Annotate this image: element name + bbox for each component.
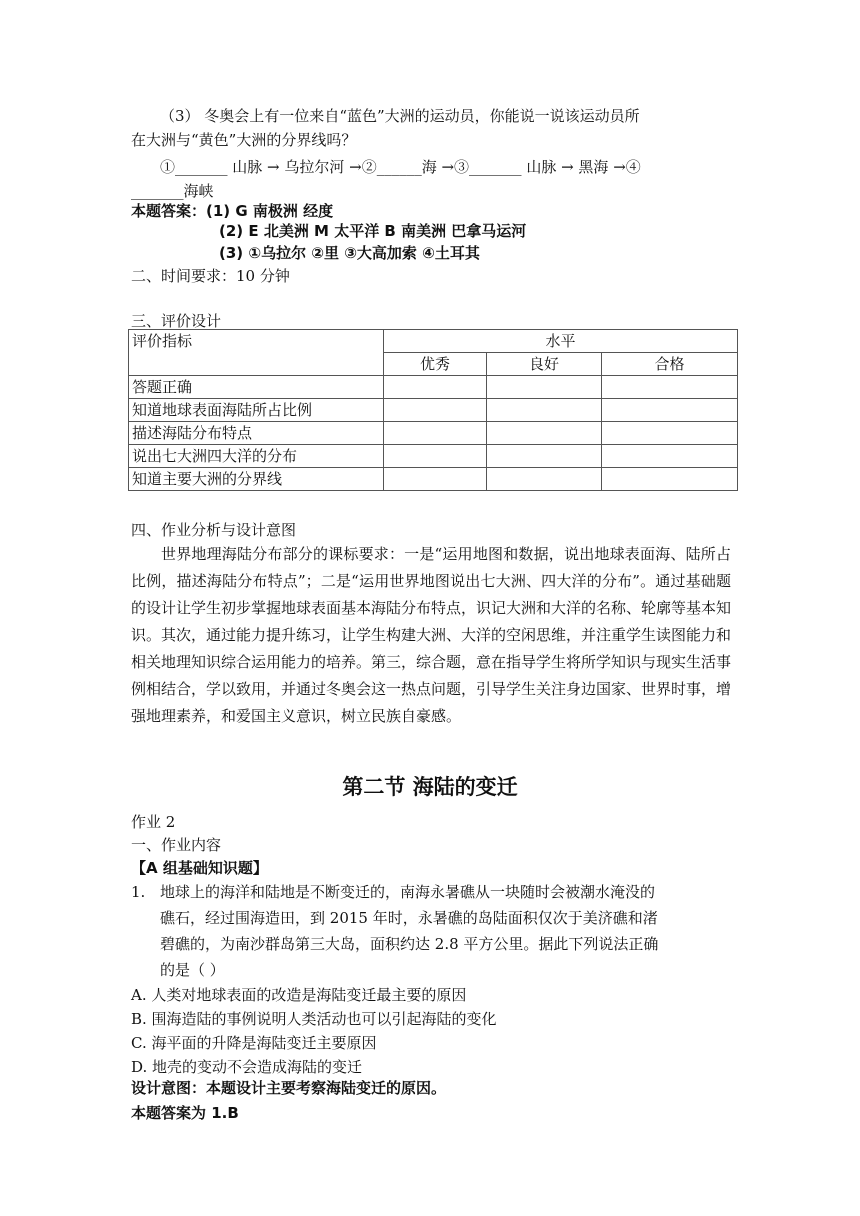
- question-line-2: 礁石，经过围海造田，到 2015 年时，永暑礁的岛陆面积仅次于美济礁和渚: [160, 909, 658, 927]
- level-pass: 合格: [602, 353, 738, 376]
- row-label: 知道地球表面海陆所占比例: [129, 399, 384, 422]
- header-level: 水平: [384, 330, 738, 353]
- question-number: 1.: [131, 883, 146, 901]
- analysis-heading: 四、作业分析与设计意图: [131, 521, 297, 539]
- question-line-3: 碧礁的，为南沙群岛第三大岛，面积约达 2.8 平方公里。据此下列说法正确: [160, 935, 659, 953]
- question-line-1: 地球上的海洋和陆地是不断变迁的，南海永暑礁从一块随时会被潮水淹没的: [160, 883, 656, 901]
- answer-2: 本题答案为 1.B: [131, 1104, 239, 1122]
- q3-line-4: _______海峡: [131, 182, 214, 200]
- evaluation-heading: 三、评价设计: [131, 312, 222, 330]
- row-label: 说出七大洲四大洋的分布: [129, 445, 384, 468]
- evaluation-table: [128, 329, 738, 491]
- time-requirement: 二、时间要求：10 分钟: [131, 267, 290, 285]
- row-label: 知道主要大洲的分界线: [129, 468, 384, 491]
- level-excellent: 优秀: [384, 353, 487, 376]
- table-row: [129, 445, 738, 468]
- option-d: D. 地壳的变动不会造成海陆的变迁: [131, 1058, 363, 1076]
- group-a-heading: 【A 组基础知识题】: [131, 859, 268, 877]
- table-row: [129, 376, 738, 399]
- option-b: B. 围海造陆的事例说明人类活动也可以引起海陆的变化: [131, 1010, 497, 1028]
- answer-line-3: (3) ①乌拉尔 ②里 ③大高加索 ④土耳其: [219, 244, 480, 262]
- option-c: C. 海平面的升降是海陆变迁主要原因: [131, 1034, 377, 1052]
- level-good: 良好: [487, 353, 602, 376]
- row-label: 答题正确: [129, 376, 384, 399]
- homework-label: 作业 2: [131, 813, 176, 831]
- design-intent: 设计意图：本题设计主要考察海陆变迁的原因。: [131, 1079, 447, 1097]
- question-line-4: 的是（ ）: [160, 961, 225, 979]
- q3-line-2: 在大洲与“黄色”大洲的分界线吗？: [131, 131, 357, 149]
- header-indicator: 评价指标: [129, 330, 384, 376]
- content-heading: 一、作业内容: [131, 836, 222, 854]
- table-row: [129, 399, 738, 422]
- option-a: A. 人类对地球表面的改造是海陆变迁最主要的原因: [131, 986, 467, 1004]
- answer-label: 本题答案：(1) G 南极洲 经度: [131, 202, 334, 220]
- q3-line-3: ①_______ 山脉 → 乌拉尔河 →②______海 →③_______ 山脉 → 黑海 →④: [160, 158, 641, 176]
- q3-line-1: （3） 冬奥会上有一位来自“蓝色”大洲的运动员，你能说一说该运动员所: [160, 107, 640, 125]
- answer-line-2: (2) E 北美洲 M 太平洋 B 南美洲 巴拿马运河: [219, 222, 527, 240]
- table-header-row: [129, 330, 738, 353]
- table-row: [129, 422, 738, 445]
- table-row: [129, 468, 738, 491]
- row-label: 描述海陆分布特点: [129, 422, 384, 445]
- analysis-paragraph: 世界地理海陆分布部分的课标要求：一是“运用地图和数据，说出地球表面海、陆所占比例，描述海陆分布特点”；二是“运用世界地图说出七大洲、四大洋的分布”。通过基础题的设计让学生初步掌握地球表面基本海陆分布特点，识记大洲和大洋的名称、轮廓等基本知识。其次，通过能力提升练习，让学生构建大洲、大洋的空闲思维，并注重学生读图能力和相关地理知识综合运用能力的培养。第三，综合题，意在指导学生将所学知识与现实生活事例相结合，学以致用，并通过冬奥会这一热点问题，引导学生关注身边国家、世界时事，增强地理素养，和爱国主义意识，树立民族自豪感。: [131, 545, 732, 725]
- chapter-title: 第二节 海陆的变迁: [342, 775, 518, 799]
